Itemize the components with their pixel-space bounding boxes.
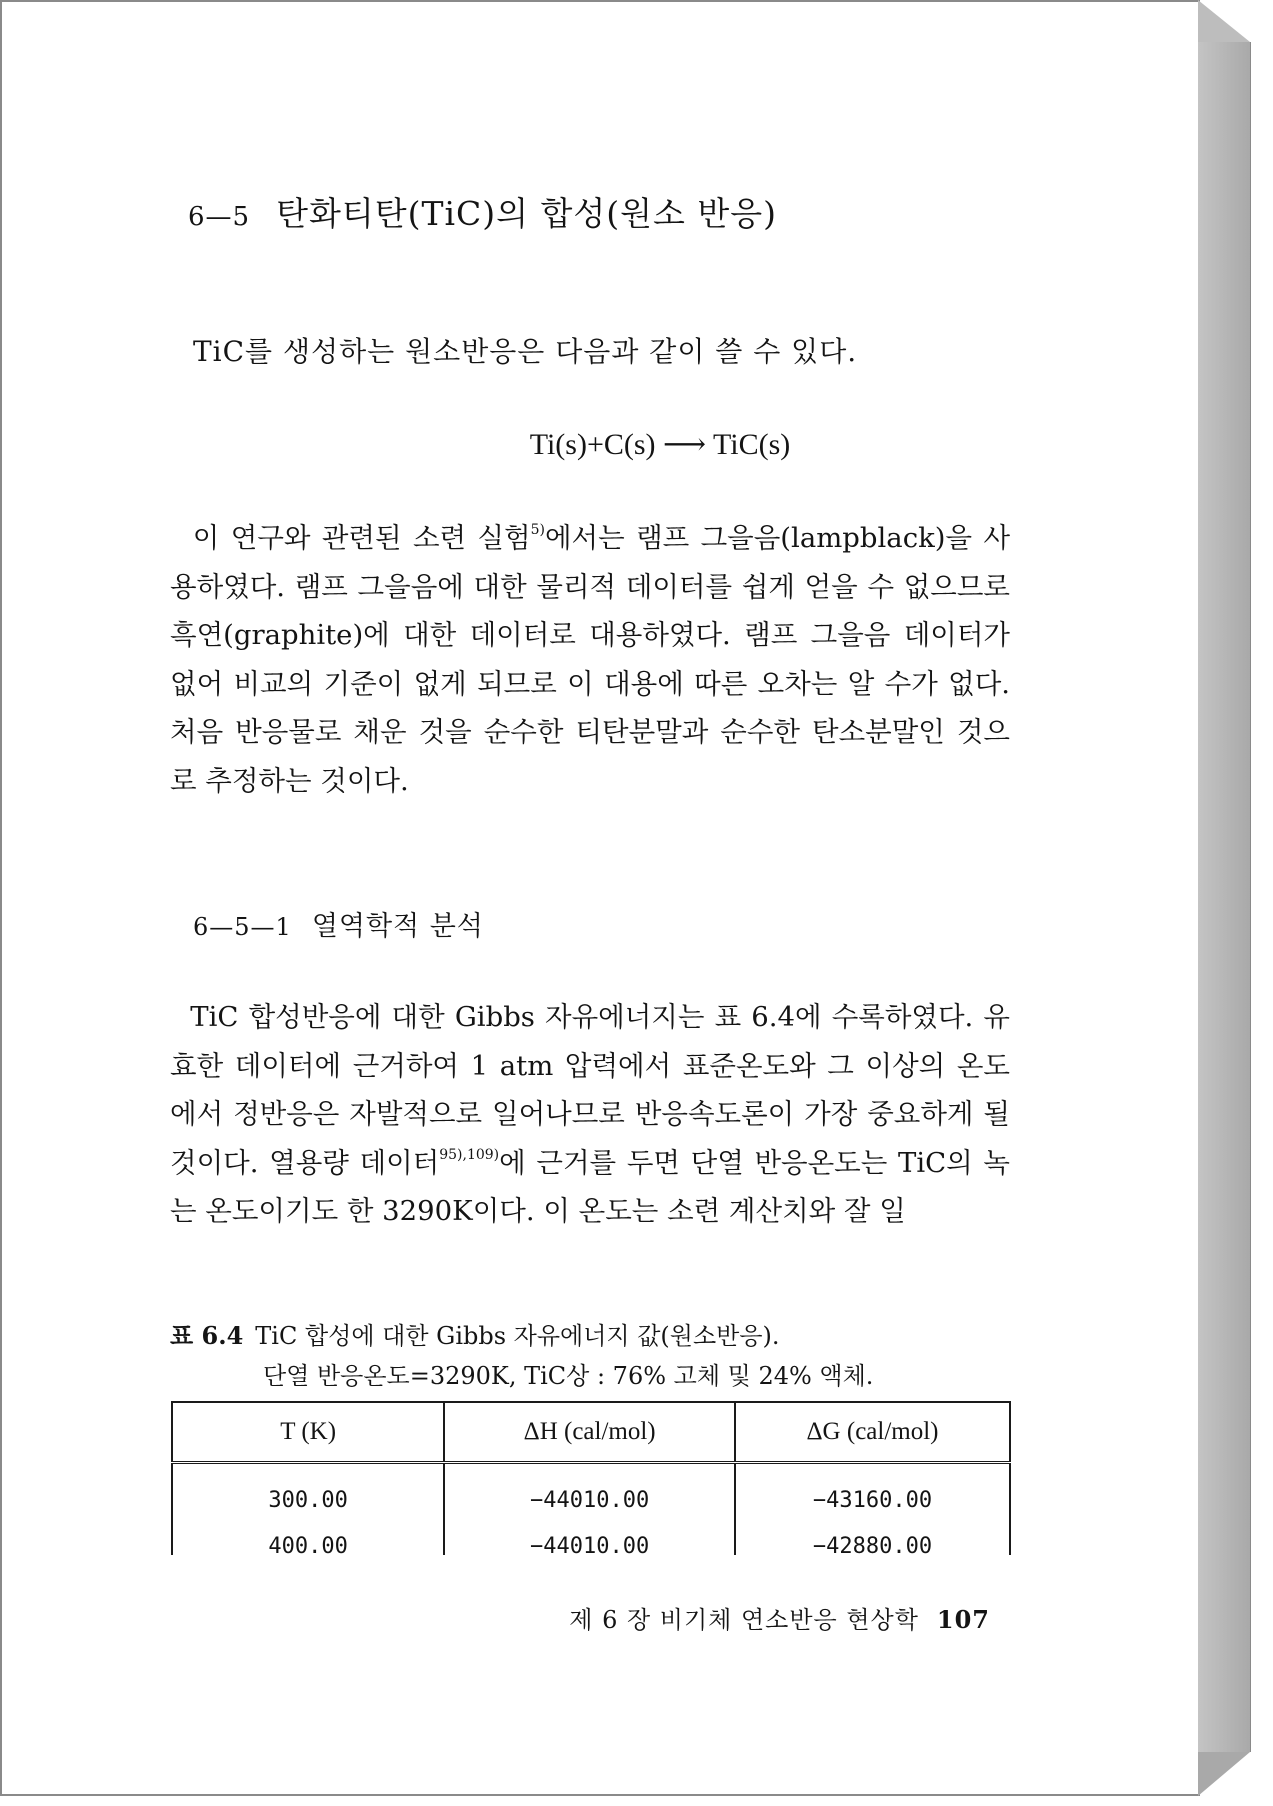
paragraph-1-part1: 이 연구와 관련된 소련 실험 — [192, 522, 531, 554]
subsection-title-text: 열역학적 분석 — [311, 911, 484, 942]
reference-superscript: 95),109) — [439, 1146, 500, 1163]
section-number: 6—5 — [188, 202, 251, 232]
table-cell: −43160.00 — [735, 1463, 1010, 1524]
table-caption-line1: TiC 합성에 대한 Gibbs 자유에너지 값(원소반응). — [255, 1322, 780, 1350]
section-heading — [188, 188, 777, 235]
gibbs-energy-table — [171, 1401, 1011, 1555]
page-number: 107 — [936, 1605, 990, 1634]
section-title-text: 탄화티탄(TiC)의 합성(원소 반응) — [276, 194, 778, 233]
table-row — [172, 1463, 1010, 1524]
table-cell: 400.00 — [172, 1523, 444, 1555]
paragraph-1-part2: 에서는 램프 그을음(lampblack)을 사용하였다. 램프 그을음에 대한 물리적 데이터를 쉽게 얻을 수 없으므로 흑연(graphite)에 대한 데이터로 대용하였다. 램프 그을음 데이터가 없어 비교의 기준이 없게 되므로 이 대용에 따른 오차는 알 수가 없다. 처음 반응물로 채운 것을 순수한 티탄분말과 순수한 탄소분말인 것으로 추정하는 것이다. — [170, 522, 1011, 797]
table-caption-line2: 단열 반응온도=3290K, TiC상 : 76% 고체 및 24% 액체. — [263, 1362, 874, 1390]
table-cell: −44010.00 — [444, 1463, 735, 1524]
subsection-heading — [193, 904, 484, 943]
subsection-number: 6—5—1 — [193, 913, 292, 941]
paragraph-2-part1: TiC 합성반응에 대한 Gibbs 자유에너지는 표 6.4에 수록하였다. 유효한 데이터에 근거하여 1 atm 압력에서 표준온도와 그 이상의 온도에서 정반응은 자발적으로 일어나므로 반응속도론이 가장 중요하게 될 것이다. 열용량 데이터 — [170, 1001, 1010, 1179]
paragraph-1 — [170, 514, 1010, 805]
table-row — [172, 1523, 1010, 1555]
table-cell: −42880.00 — [735, 1523, 1010, 1555]
reaction-equation: Ti(s)+C(s) ⟶ TiC(s) — [529, 428, 791, 461]
table-caption — [170, 1316, 873, 1396]
reference-superscript: 5) — [530, 522, 545, 538]
chapter-title: 제 6 장 비기체 연소반응 현상학 — [569, 1606, 919, 1634]
table-header-enthalpy: ΔH (cal/mol) — [444, 1402, 735, 1463]
paragraph-2 — [170, 993, 1010, 1236]
book-edge-bottom — [1198, 1752, 1250, 1796]
book-edge-right — [1198, 42, 1251, 1752]
table-cell: 300.00 — [172, 1463, 444, 1524]
page-footer — [569, 1600, 990, 1635]
paragraph-2-part2: 에 근거를 두면 단열 반응온도는 TiC의 녹는 온도이기도 한 3290K이다. 이 온도는 소련 계산치와 잘 일 — [170, 1146, 1010, 1227]
table-header-temperature: T (K) — [172, 1402, 444, 1463]
intro-sentence: TiC를 생성하는 원소반응은 다음과 같이 쓸 수 있다. — [193, 335, 858, 368]
book-edge-top — [1198, 0, 1250, 42]
table-caption-label: 표 6.4 — [170, 1321, 244, 1350]
table-header-gibbs: ΔG (cal/mol) — [735, 1402, 1010, 1463]
table-cell: −44010.00 — [444, 1523, 735, 1555]
table-container — [171, 1401, 1011, 1555]
table-header-row — [172, 1402, 1010, 1463]
